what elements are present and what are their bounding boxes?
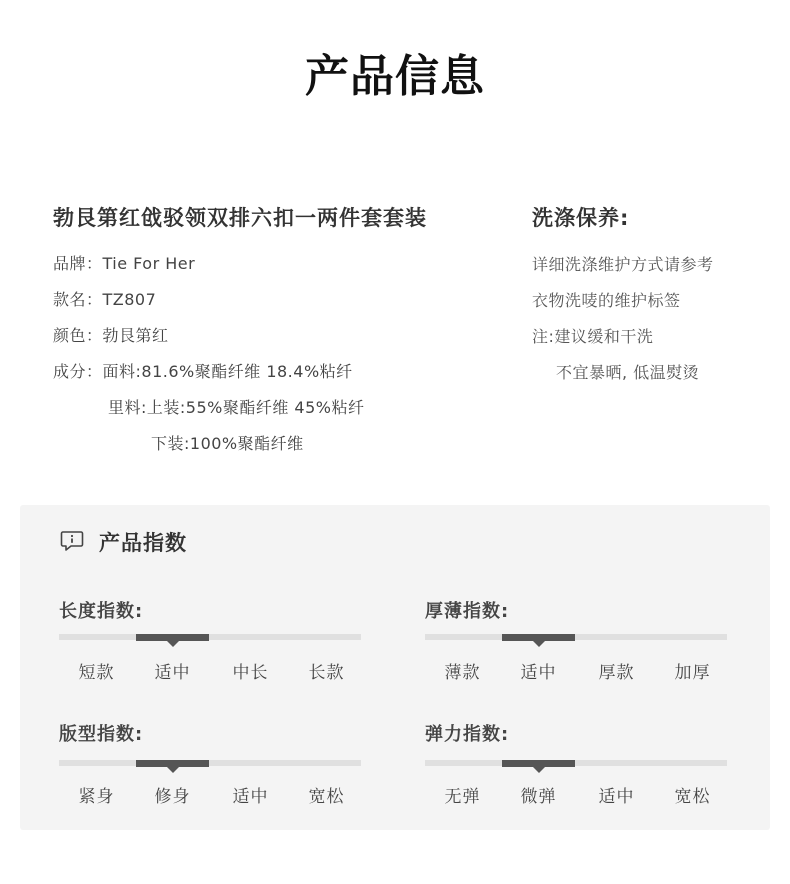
option-label: 适中 — [598, 787, 635, 807]
index-track — [425, 634, 727, 640]
pointer-icon — [167, 767, 179, 773]
option-label: 修身 — [154, 787, 191, 807]
care-line: 注:建议缓和干洗 — [532, 327, 654, 346]
index-track — [425, 760, 727, 766]
option-label: 适中 — [520, 663, 557, 683]
option-label: 紧身 — [78, 787, 115, 807]
care-line: 衣物洗唛的维护标签 — [532, 291, 681, 310]
selected-indicator — [502, 760, 575, 767]
option-label: 无弹 — [444, 787, 481, 807]
option-label: 短款 — [78, 663, 115, 683]
selected-indicator — [136, 634, 209, 641]
option-label: 适中 — [154, 663, 191, 683]
thickness-index — [425, 597, 727, 707]
option-label: 中长 — [232, 663, 269, 683]
index-label: 长度指数: — [59, 601, 144, 622]
option-label: 厚款 — [598, 663, 635, 683]
care-line: 不宜暴晒, 低温熨烫 — [556, 363, 700, 382]
index-options — [425, 782, 727, 806]
composition-line2: 里料:上装:55%聚酯纤维 45%粘纤 — [108, 398, 365, 417]
color-row — [53, 323, 169, 346]
index-options — [59, 782, 361, 806]
pointer-icon — [533, 641, 545, 647]
info-chat-icon — [60, 530, 84, 552]
option-label: 长款 — [308, 663, 345, 683]
composition-row — [53, 359, 353, 382]
composition-line1: 面料:81.6%聚酯纤维 18.4%粘纤 — [102, 362, 353, 381]
care-title: 洗涤保养: — [532, 206, 630, 230]
brand-label: 品牌： — [53, 254, 103, 273]
option-label: 加厚 — [674, 663, 711, 683]
index-track — [59, 634, 361, 640]
fit-index — [59, 720, 361, 830]
index-label: 弹力指数: — [425, 724, 510, 745]
index-label: 厚薄指数: — [425, 601, 510, 622]
index-label: 版型指数: — [59, 724, 144, 745]
index-track — [59, 760, 361, 766]
index-options — [425, 658, 727, 682]
page-title: 产品信息 — [305, 51, 485, 102]
composition-line3: 下装:100%聚酯纤维 — [151, 434, 304, 453]
color-label: 颜色： — [53, 326, 103, 345]
selected-indicator — [502, 634, 575, 641]
model-label: 款名： — [53, 290, 103, 309]
composition-label: 成分： — [53, 362, 103, 381]
color-value: 勃艮第红 — [102, 326, 169, 345]
option-label: 宽松 — [308, 787, 345, 807]
product-name: 勃艮第红戗驳领双排六扣一两件套套装 — [53, 206, 427, 230]
model-value: TZ807 — [102, 290, 157, 309]
pointer-icon — [167, 641, 179, 647]
option-label: 薄款 — [444, 663, 481, 683]
option-label: 适中 — [232, 787, 269, 807]
selected-indicator — [136, 760, 209, 767]
pointer-icon — [533, 767, 545, 773]
elasticity-index — [425, 720, 727, 830]
model-row — [53, 287, 156, 310]
option-label: 宽松 — [674, 787, 711, 807]
brand-value: Tie For Her — [102, 254, 196, 273]
care-line: 详细洗涤维护方式请参考 — [532, 255, 714, 274]
index-options — [59, 658, 361, 682]
option-label: 微弹 — [520, 787, 557, 807]
length-index — [59, 597, 361, 707]
brand-row — [53, 251, 195, 274]
panel-title: 产品指数 — [99, 531, 187, 555]
